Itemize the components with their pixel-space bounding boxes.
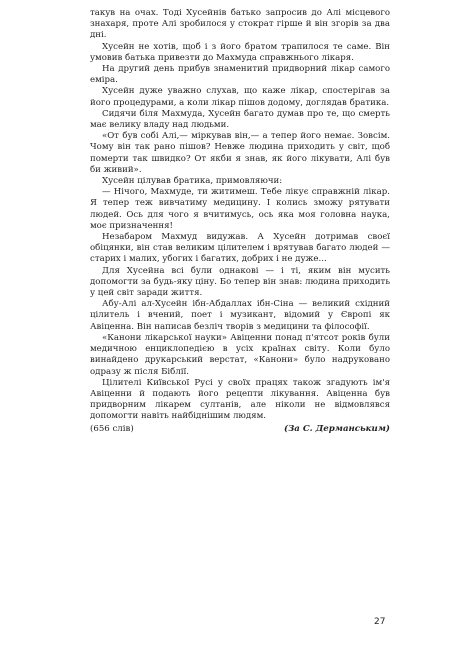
word-count: (656 слів) [90, 423, 134, 434]
paragraph: Хусейн дуже уважно слухав, що каже лікар, спостерігав за його процедурами, а коли лікар пішов додому, доглядав братика. [90, 86, 390, 108]
paragraph: Для Хусейна всі були однакові — і ті, яким він мусить допомогти за будь-яку ціну. Бо тепер він знав: людина приходить у цей світ заради життя. [90, 265, 390, 299]
paragraph: Хусейн не хотів, щоб і з його братом трапилося те саме. Він умовив батька привезти до Махмуда справжнього лікаря. [90, 41, 390, 63]
attribution-row [90, 424, 390, 435]
paragraph: Цілителі Київської Русі у своїх працях також згадують ім'я Авіценни й подають його рецепти лікування. Авіценна був придворним лікарем султанів, але ніколи не відмовлявся допомогти навіть найбіднішим людям. [90, 377, 390, 422]
paragraph: «Канони лікарської науки» Авіценни понад п'ятсот років були медичною енциклопедією в усіх країнах світу. Коли було винайдено друкарський верстат, «Канони» було надруковано одразу ж після Біблії. [90, 332, 390, 377]
paragraph: На другий день прибув знаменитий придворний лікар самого еміра. [90, 64, 390, 86]
paragraph: — Нічого, Махмуде, ти житимеш. Тебе лікує справжній лікар. Я тепер теж вивчатиму медицину. І колись зможу рятувати людей. Ось для чого я вчитимусь, ось яка моя головна наука, моє призначення! [90, 187, 390, 231]
paragraph: «От був собі Алі,— міркував він,— а тепер його немає. Зовсім. Чому він так рано пішов? Невже людина приходить у світ, щоб померти так швидко? От якби я знав, як його лікувати, Алі був би живий». [90, 131, 390, 175]
source-attribution: (За С. Дерманським) [284, 423, 390, 434]
paragraph: Хусейн цілував братика, примовляючи: [102, 176, 283, 187]
paragraph: Сидячи біля Махмуда, Хусейн багато думав про те, що смерть має велику владу над людьми. [90, 108, 390, 131]
page-number: 27 [374, 617, 386, 627]
paragraph: такув на очах. Тоді Хусейнів батько запросив до Алі місцевого знахаря, проте Алі зробилося у стократ гірше й він згорів за два дні. [90, 8, 390, 41]
paragraph: Незабаром Махмуд видужав. А Хусейн дотримав своєї обіцянки, він став великим цілителем і врятував багато людей — старих і малих, убогих і багатих, добрих і не дуже... [90, 232, 390, 265]
paragraph: Абу-Алі ал-Хусейн ібн-Абдаллах ібн-Сіна — великий східний цілитель і вчений, поет і музикант, відомий у Європі як Авіценна. Він написав безліч творів з медицини та філософії. [90, 299, 390, 332]
body-text [90, 8, 390, 435]
